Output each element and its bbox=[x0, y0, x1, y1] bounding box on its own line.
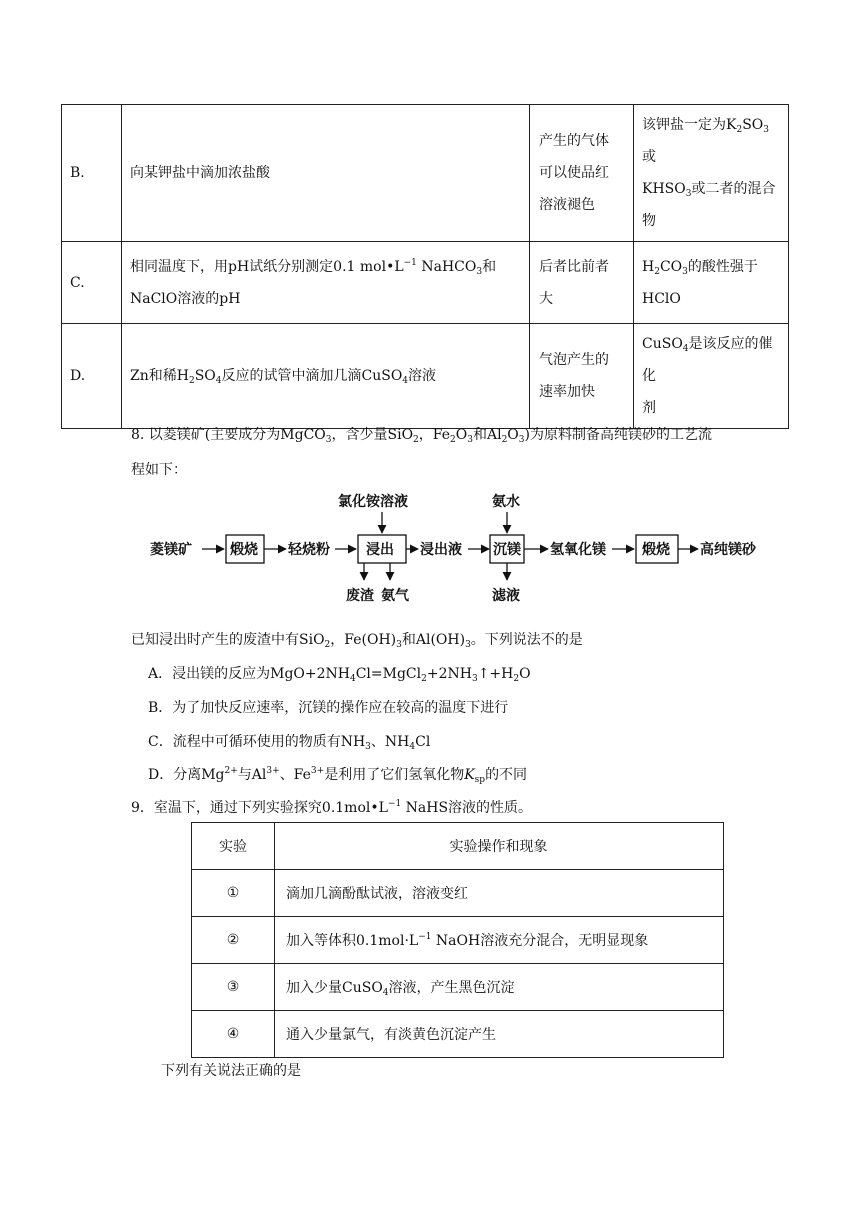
flow-node-light-powder: 轻烧粉 bbox=[288, 542, 330, 558]
q8-option-d: D．分离$Mg^{2+}$与$Al^{3+}$、$Fe^{3+}$是利用了它们氢氧化物$K_{sp}$的不同 bbox=[148, 766, 528, 785]
q8-stem-line1: 8. 以菱镁矿(主要成分为MgCO$_3$，含少量SiO$_2$，$Fe_2O_3$和$Al_2O_3$)为原料制备高纯镁砂的工艺流 bbox=[131, 427, 712, 445]
row-text: 加入等体积$0.1mol\cdot L^{-1}$ NaOH溶液充分混合，无明显现象 bbox=[275, 917, 724, 964]
row-text: 通入少量氯气，有淡黄色沉淀产生 bbox=[275, 1011, 724, 1058]
q8-option-b: B．为了加快反应速率，沉镁的操作应在较高的温度下进行 bbox=[148, 700, 509, 716]
conclusion-cell: $H_2CO_3$的酸性强于HClO bbox=[634, 242, 789, 324]
options-table bbox=[61, 104, 789, 429]
flow-box-precipitate: 沉镁 bbox=[493, 542, 521, 558]
flow-output-filtrate: 滤液 bbox=[492, 588, 520, 604]
phenomenon-cell: 产生的气体 可以使品红 溶液褪色 bbox=[530, 105, 634, 242]
phenomenon-cell: 后者比前者 大 bbox=[530, 242, 634, 324]
option-letter: C. bbox=[62, 242, 122, 324]
table-row bbox=[192, 1011, 724, 1058]
phenomenon-cell: 气泡产生的 速率加快 bbox=[530, 324, 634, 429]
flow-node-raw: 菱镁矿 bbox=[150, 542, 192, 558]
table-row bbox=[192, 870, 724, 917]
operation-cell: Zn和稀$H_2SO_4$反应的试管中滴加几滴CuSO$_4$溶液 bbox=[122, 324, 530, 429]
q9-stem: 9．室温下，通过下列实验探究$0.1mol•L^{-1}$ NaHS溶液的性质。 bbox=[131, 799, 533, 816]
table-row bbox=[62, 242, 789, 324]
row-number: ④ bbox=[192, 1011, 275, 1058]
q8-option-c: C．流程中可循环使用的物质有$NH_3$、$NH_4Cl$ bbox=[148, 734, 431, 752]
flow-input-nh4cl: 氯化铵溶液 bbox=[338, 494, 408, 510]
flow-node-mg-hydroxide: 氢氧化镁 bbox=[550, 542, 606, 558]
operation-cell: 向某钾盐中滴加浓盐酸 bbox=[122, 105, 530, 242]
table-row bbox=[62, 105, 789, 242]
table-row bbox=[192, 917, 724, 964]
row-text: 加入少量CuSO$_4$溶液，产生黑色沉淀 bbox=[275, 964, 724, 1011]
conclusion-cell: CuSO$_4$是该反应的催化 剂 bbox=[634, 324, 789, 429]
q8-option-a: A．浸出镁的反应为$MgO+2NH_4Cl=MgCl_2+2NH_3↑+H_2O$ bbox=[148, 666, 531, 684]
row-number: ① bbox=[192, 870, 275, 917]
table-row bbox=[62, 324, 789, 429]
flow-box-leach: 浸出 bbox=[366, 542, 394, 558]
row-number: ③ bbox=[192, 964, 275, 1011]
flow-box-calcine-2: 煅烧 bbox=[642, 542, 670, 558]
flow-output-ammonia-gas: 氨气 bbox=[381, 588, 409, 604]
option-letter: D. bbox=[62, 324, 122, 429]
q8-stem-line2: 程如下： bbox=[131, 462, 187, 478]
experiment-table bbox=[191, 822, 724, 1058]
flow-node-product: 高纯镁砂 bbox=[700, 542, 756, 558]
table-row bbox=[192, 964, 724, 1011]
header-operation: 实验操作和现象 bbox=[275, 823, 724, 870]
flow-input-ammonia: 氨水 bbox=[492, 494, 520, 510]
table-header-row bbox=[192, 823, 724, 870]
flow-box-calcine-1: 煅烧 bbox=[230, 542, 258, 558]
conclusion-cell: 该钾盐一定为$K_2SO_3$或 $KHSO_3$或二者的混合物 bbox=[634, 105, 789, 242]
flow-output-residue: 废渣 bbox=[346, 588, 374, 604]
operation-cell: 相同温度下，用pH试纸分别测定0.1 $mol•L^{-1}$ NaHCO$_3$和 NaClO溶液的pH bbox=[122, 242, 530, 324]
q8-known: 已知浸出时产生的废渣中有SiO$_2$，$Fe(OH)_3$和$Al(OH)_3$。下列说法不的是 bbox=[131, 632, 583, 650]
row-number: ② bbox=[192, 917, 275, 964]
row-text: 滴加几滴酚酞试液，溶液变红 bbox=[275, 870, 724, 917]
flow-node-leachate: 浸出液 bbox=[420, 542, 462, 558]
q9-tail: 下列有关说法正确的是 bbox=[161, 1063, 301, 1079]
header-experiment: 实验 bbox=[192, 823, 275, 870]
option-letter: B. bbox=[62, 105, 122, 242]
process-flow-diagram bbox=[150, 490, 770, 608]
